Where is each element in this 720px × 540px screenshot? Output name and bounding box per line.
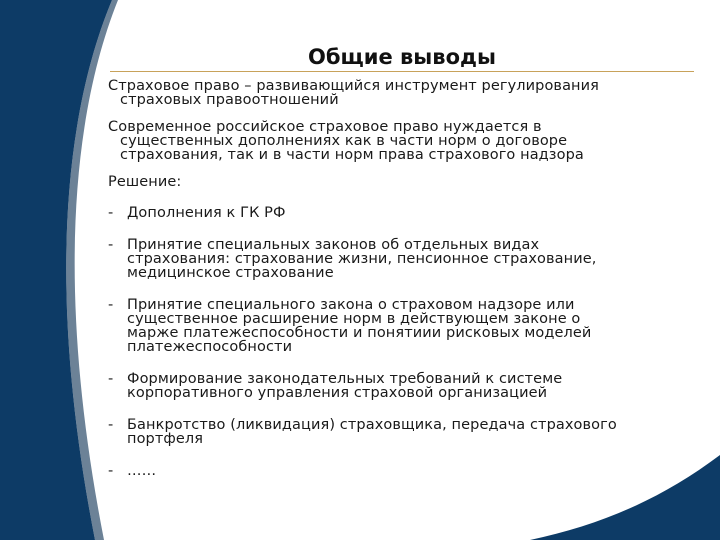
list-item-continuation: существенное расширение норм в действующем законе о — [127, 311, 581, 327]
conclusion-paragraph — [108, 120, 698, 162]
list-item — [108, 298, 698, 354]
conclusion-paragraph — [108, 79, 698, 107]
paragraph-continuation: существенных дополнениях как в части норм о договоре — [120, 133, 568, 149]
list-item-continuation: медицинское страхование — [127, 265, 334, 281]
list-item-continuation: платежеспособности — [127, 339, 293, 355]
bullet-dash: - — [108, 237, 114, 253]
paragraph-continuation: страховых правоотношений — [120, 92, 339, 108]
list-item-text: Принятие специальных законов об отдельных видах — [127, 237, 540, 253]
list-item-continuation: марже платежеспособности и понятиии рисковых моделей — [127, 325, 592, 341]
decision-label: Решение: — [108, 174, 182, 190]
list-item-text: …… — [127, 463, 157, 479]
bullet-dash: - — [108, 463, 114, 479]
navy-swoosh-left — [0, 0, 112, 540]
paragraph-continuation: страхования, так и в части норм права страхового надзора — [120, 147, 584, 163]
paragraph-line: Современное российское страховое право нуждается в — [108, 119, 542, 135]
bullet-dash: - — [108, 297, 114, 313]
list-item-continuation: корпоративного управления страховой организацией — [127, 385, 548, 401]
bullet-dash: - — [108, 417, 114, 433]
slide-title: Общие выводы — [308, 45, 496, 69]
list-item — [108, 418, 698, 446]
list-item — [108, 464, 698, 478]
list-item-text: Формирование законодательных требований к системе — [127, 371, 563, 387]
bullet-dash: - — [108, 205, 114, 221]
list-item-text: Принятие специального закона о страховом надзоре или — [127, 297, 575, 313]
list-item-continuation: портфеля — [127, 431, 204, 447]
paragraph-line: Страховое право – развивающийся инструмент регулирования — [108, 78, 599, 94]
list-item — [108, 206, 698, 220]
list-item-text: Дополнения к ГК РФ — [127, 205, 286, 221]
slide-content — [108, 79, 698, 496]
list-item-continuation: страхования: страхование жизни, пенсионное страхование, — [127, 251, 597, 267]
bullet-dash: - — [108, 371, 114, 387]
list-item — [108, 372, 698, 400]
title-underline — [110, 71, 694, 72]
list-item-text: Банкротство (ликвидация) страховщика, передача страхового — [127, 417, 617, 433]
list-item — [108, 238, 698, 280]
